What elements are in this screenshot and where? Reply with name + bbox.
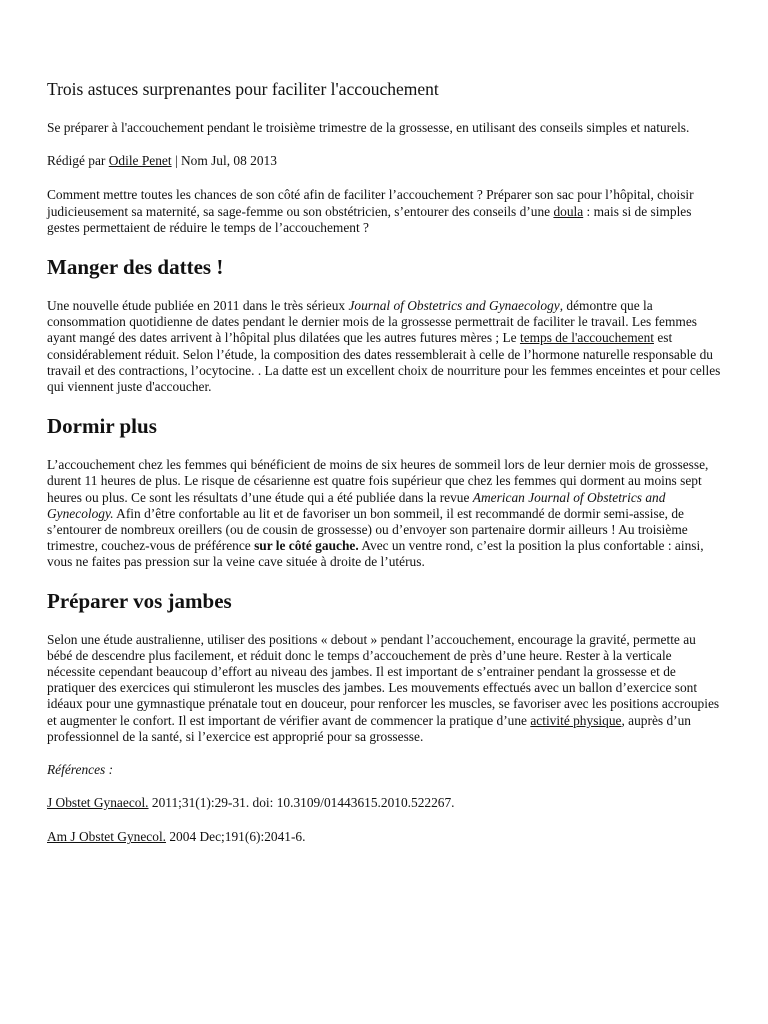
section-body-dormir [47, 457, 723, 570]
lead-text-2: : mais si de simples gestes permettaient de réduire le temps de l’accouchement ? [47, 203, 692, 235]
section-body-jambes [47, 632, 723, 745]
journal-name: American Journal of Obstetrics and Gynecology. [47, 489, 666, 521]
article-title: Trois astuces surprenantes pour faciliter l'accouchement [47, 79, 439, 99]
references-title [47, 762, 723, 778]
section-text: , auprès d’un professionnel de la santé, si l’exercice est approprié pour sa grossesse. [47, 712, 692, 744]
author-link[interactable]: Odile Penet [108, 153, 172, 169]
byline-date: | Nom Jul, 08 2013 [171, 153, 277, 169]
section-heading-dattes: Manger des dattes ! [47, 255, 224, 280]
reference-item [47, 829, 723, 845]
byline [47, 153, 723, 169]
lead-paragraph [47, 187, 723, 236]
section-body-dattes [47, 298, 723, 395]
byline-prefix: Rédigé par [47, 153, 109, 169]
article-intro: Se préparer à l'accouchement pendant le troisième trimestre de la grossesse, en utilisant des conseils simples et naturels. [47, 120, 690, 135]
section-text: Une nouvelle étude publiée en 2011 dans le très sérieux [47, 298, 349, 314]
bold-emphasis: sur le côté gauche. [254, 538, 359, 554]
doula-link[interactable]: doula [553, 203, 584, 219]
section-text: L’accouchement chez les femmes qui bénéficient de moins de six heures de sommeil lors de leur dernier mois de grossesse, durent 11 heures de plus. Le risque de césarienne est quatre fois supérieur que chez les femmes qui dorment au moins sept heures ou plus. Ce sont les résultats d’une étude qui a été publiée dans la revue [47, 457, 709, 505]
section-text: , démontre que la consommation quotidienne de dates pendant le dernier mois de la grossesse permettrait de faciliter le travail. Les femmes ayant mangé des dates arrivent à l’hôpital plus dilatées que les autres futures mères ; Le [47, 298, 697, 346]
section-text: Selon une étude australienne, utiliser des positions « debout » pendant l’accouchement, encourage la gravité, permette au bébé de descendre plus facilement, et réduit donc le temps d’accouchement de près d’une heure. Rester à la verticale nécessite cependant beaucoup d’effort au niveau des jambes. Il est important de s’entrainer pendant la grossesse et de pratiquer des exercices qui stimuleront les muscles des jambes. Les mouvements effectués avec un ballon d’exercice sont idéaux pour une gymnastique prénatale tout en douceur, pour renforcer les muscles, se favoriser avec les positions accroupies et augmenter le confort. Il est important de vérifier avant de commencer la pratique d’une [47, 631, 720, 728]
section-heading-jambes: Préparer vos jambes [47, 588, 232, 613]
reference-link[interactable]: Am J Obstet Gynecol. [47, 829, 167, 845]
section-text: Avec un ventre rond, c’est la position la plus confortable : ainsi, vous ne faites pas pression sur la veine cave située à droite de l’utérus. [47, 538, 704, 570]
references-title-text: Références : [47, 762, 114, 778]
journal-name: Journal of Obstetrics and Gynaecology [348, 298, 560, 314]
temps-accouchement-link[interactable]: temps de l'accouchement [519, 330, 654, 346]
lead-text-1: Comment mettre toutes les chances de son côté afin de faciliter l’accouchement ? Préparer son sac pour l’hôpital, choisir judicieusement sa maternité, sa sage-femme ou son obstétricien, s’entourer des conseils d’une [47, 187, 694, 219]
article [47, 78, 723, 864]
reference-link[interactable]: J Obstet Gynaecol. [47, 795, 149, 811]
section-text: Afin d’être confortable au lit et de favoriser un bon sommeil, il est recommandé de dormir semi-assise, de s’entourer de nombreux oreillers (ou de cousin de grossesse) ou d’envoyer son partenaire dormir ailleurs ! Au troisième trimestre, couchez-vous de préférence [47, 505, 688, 554]
section-heading-dormir: Dormir plus [47, 414, 157, 439]
reference-text: 2004 Dec;191(6):2041-6. [166, 829, 306, 845]
reference-item [47, 795, 723, 811]
activite-physique-link[interactable]: activité physique [530, 712, 622, 728]
section-text: est considérablement réduit. Selon l’étude, la composition des dates ressemblerait à celle de l’hormone naturelle responsable du travail et des contractions, l’ocytocine. . La datte est un excellent choix de nourriture pour les femmes enceintes et pour celles qui viennent juste d'accoucher. [47, 330, 721, 395]
reference-text: 2011;31(1):29-31. doi: 10.3109/01443615.2010.522267. [148, 795, 455, 811]
